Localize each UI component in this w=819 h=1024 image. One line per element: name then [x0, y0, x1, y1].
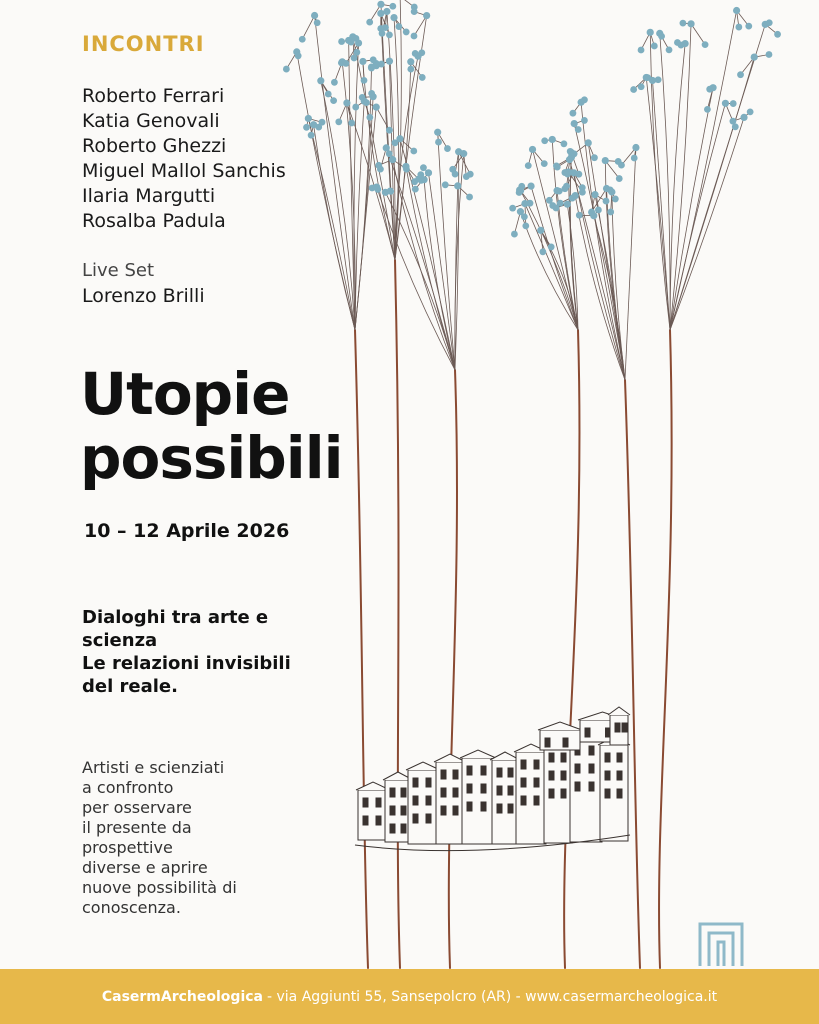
house-window [401, 806, 406, 815]
blossom-dot [444, 145, 451, 152]
blossom-dot [410, 148, 417, 155]
house-window [605, 771, 610, 780]
blossom-dot [607, 209, 614, 216]
blossom-dot [366, 114, 373, 121]
house-window [441, 770, 446, 779]
blossom-dot [603, 198, 610, 205]
house-window [617, 771, 622, 780]
blossom-dot [377, 166, 384, 173]
blossom-dot [541, 160, 548, 167]
blossom-dot [331, 79, 338, 86]
blossom-dot [651, 43, 658, 50]
house-window [481, 784, 486, 793]
description-line: Artisti e scienziati [82, 758, 225, 777]
blossom-dot [581, 117, 588, 124]
blossom-dot [366, 19, 373, 26]
description-line: conoscenza. [82, 898, 181, 917]
tree-branch [377, 187, 455, 370]
blossom-dot [564, 201, 571, 208]
blossom-dot [435, 139, 442, 146]
blossom-dot [737, 71, 744, 78]
blossom-dot [615, 158, 622, 165]
blossom-dot [704, 106, 711, 113]
house-window [467, 784, 472, 793]
blossom-dot [420, 164, 427, 171]
blossom-dot [658, 33, 665, 40]
house-window [508, 804, 513, 813]
blossom-dot [283, 66, 290, 73]
gate-logo-icon [696, 920, 746, 968]
house-window [426, 814, 431, 823]
tree-branch [653, 80, 670, 330]
house-window [545, 738, 550, 747]
blossom-dot [571, 150, 578, 157]
house-window [453, 770, 458, 779]
blossom-dot [570, 169, 577, 176]
tree-stem [395, 260, 400, 968]
blossom-dot [680, 20, 687, 27]
blossom-dot [386, 58, 393, 65]
blossom-dot [442, 181, 449, 188]
blossom-dot [369, 185, 376, 192]
blossom-dot [348, 120, 355, 127]
blossom-dot [631, 155, 638, 162]
description-line: diverse e aprire [82, 858, 208, 877]
blossom-dot [566, 156, 573, 163]
blossom-dot [521, 213, 528, 220]
blossom-dot [569, 195, 576, 202]
house-window [467, 802, 472, 811]
blossom-dot [308, 132, 315, 139]
blossom-dot [370, 56, 377, 63]
blossom-dot [403, 29, 410, 36]
blossom-dot [732, 123, 739, 130]
house-window [390, 806, 395, 815]
blossom-dot [454, 182, 461, 189]
tree-stem [625, 380, 640, 968]
blossom-dot [335, 118, 342, 125]
blossom-dot [317, 77, 324, 84]
blossom-dot [351, 55, 358, 62]
village-house [436, 762, 464, 844]
house-window [441, 806, 446, 815]
tagline-line: Dialoghi tra arte e [82, 607, 269, 628]
house-window [561, 753, 566, 762]
blossom-dot [449, 166, 456, 173]
blossom-dot [570, 110, 577, 117]
blossom-dot [295, 52, 302, 59]
blossom-dot [423, 12, 430, 19]
blossom-dot [377, 10, 384, 17]
blossom-dot [774, 31, 781, 38]
tree-branch [308, 118, 355, 330]
blossom-dot [595, 207, 602, 214]
tree-blossom-dots [283, 0, 781, 255]
blossom-dot [581, 96, 588, 103]
house-roof [538, 722, 582, 730]
blossom-dot [353, 49, 360, 56]
blossom-dot [343, 99, 350, 106]
blossom-dot [730, 100, 737, 107]
tree-stem [355, 330, 368, 968]
blossom-dot [562, 185, 569, 192]
blossom-dot [319, 119, 326, 126]
blossom-dot [549, 136, 556, 143]
blossom-dot [395, 23, 402, 30]
blossom-dot [722, 100, 729, 107]
liveset-label: Live Set [82, 260, 155, 281]
house-window [390, 824, 395, 833]
blossom-dot [541, 137, 548, 144]
blossom-dot [338, 59, 345, 66]
blossom-dot [557, 200, 564, 207]
speaker-name: Miguel Mallol Sanchis [82, 160, 286, 182]
blossom-dot [377, 1, 384, 8]
blossom-dot [638, 47, 645, 54]
house-window [441, 788, 446, 797]
blossom-dot [674, 39, 681, 46]
house-window [467, 766, 472, 775]
tree-twig [691, 24, 705, 45]
tree-branches [286, 0, 777, 380]
blossom-dot [386, 31, 393, 38]
blossom-dot [299, 36, 306, 43]
blossom-dot [412, 50, 419, 57]
blossom-dot [527, 183, 534, 190]
blossom-dot [463, 173, 470, 180]
house-window [589, 782, 594, 791]
house-window [622, 723, 627, 732]
blossom-dot [561, 140, 568, 147]
blossom-dot [418, 49, 425, 56]
blossom-dot [638, 83, 645, 90]
house-window [605, 789, 610, 798]
blossom-dot [561, 169, 568, 176]
blossom-dot [630, 86, 637, 93]
event-dates: 10 – 12 Aprile 2026 [84, 520, 290, 542]
blossom-dot [702, 41, 709, 48]
house-window [563, 738, 568, 747]
blossom-dot [425, 169, 432, 176]
blossom-dot [359, 58, 366, 65]
tree-twig [302, 16, 314, 40]
tree-branch [575, 196, 625, 380]
blossom-dot [591, 154, 598, 161]
description-line: prospettive [82, 838, 173, 857]
blossom-dot [390, 14, 397, 21]
blossom-dot [522, 222, 529, 229]
blossom-dot [607, 187, 614, 194]
blossom-dot [576, 212, 583, 219]
blossom-dot [733, 7, 740, 14]
house-window [561, 789, 566, 798]
blossom-dot [616, 175, 623, 182]
house-window [376, 816, 381, 825]
liveset-name: Lorenzo Brilli [82, 285, 205, 307]
blossom-dot [402, 163, 409, 170]
blossom-dot [419, 74, 426, 81]
speaker-name: Rosalba Padula [82, 210, 226, 232]
blossom-dot [338, 38, 345, 45]
house-window [401, 788, 406, 797]
tagline-line: Le relazioni invisibili [82, 653, 291, 674]
blossom-dot [412, 186, 419, 193]
blossom-dot [509, 205, 516, 212]
blossom-dot [647, 29, 654, 36]
tree-branch [625, 148, 636, 380]
blossom-dot [434, 129, 441, 136]
event-tagline [82, 606, 342, 698]
blossom-dot [745, 23, 752, 30]
house-window [534, 778, 539, 787]
house-window [497, 786, 502, 795]
blossom-dot [352, 104, 359, 111]
blossom-dot [571, 120, 578, 127]
house-window [508, 768, 513, 777]
blossom-dot [460, 150, 467, 157]
blossom-dot [766, 19, 773, 26]
blossom-dot [585, 139, 592, 146]
description-line: il presente da [82, 818, 192, 837]
blossom-dot [411, 33, 418, 40]
village-house [544, 745, 572, 843]
blossom-dot [521, 200, 528, 207]
blossom-dot [590, 212, 597, 219]
speaker-name: Ilaria Margutti [82, 185, 216, 207]
house-window [617, 789, 622, 798]
house-window [617, 753, 622, 762]
blossom-dot [539, 248, 546, 255]
house-window [363, 798, 368, 807]
blossom-dot [373, 104, 380, 111]
village-illustration [355, 707, 630, 851]
blossom-dot [374, 186, 381, 193]
tree-stems [355, 260, 672, 968]
description-line: a confronto [82, 778, 174, 797]
blossom-dot [330, 97, 337, 104]
event-description [82, 758, 302, 918]
tagline-line: del reale. [82, 676, 178, 697]
tree-branch [355, 101, 364, 330]
house-window [549, 771, 554, 780]
house-window [508, 786, 513, 795]
blossom-dot [516, 189, 523, 196]
house-window [549, 789, 554, 798]
tree-stem [449, 370, 457, 968]
house-window [534, 796, 539, 805]
tree-branch [670, 117, 744, 330]
house-window [521, 760, 526, 769]
blossom-dot [386, 127, 393, 134]
blossom-dot [554, 164, 561, 171]
blossom-dot [602, 157, 609, 164]
house-window [453, 788, 458, 797]
tree-branch [520, 212, 578, 330]
house-window [497, 768, 502, 777]
blossom-dot [666, 46, 673, 53]
blossom-dot [643, 74, 650, 81]
house-window [605, 753, 610, 762]
blossom-dot [407, 66, 414, 73]
blossom-dot [632, 144, 639, 151]
blossom-dot [706, 86, 713, 93]
house-window [521, 796, 526, 805]
house-window [376, 798, 381, 807]
house-window [453, 806, 458, 815]
blossom-dot [305, 115, 312, 122]
house-roof [460, 750, 496, 758]
blossom-dot [575, 126, 582, 133]
house-window [521, 778, 526, 787]
house-window [534, 760, 539, 769]
blossom-dot [466, 194, 473, 201]
house-window [615, 723, 620, 732]
blossom-dot [529, 146, 536, 153]
footer-venue: CasermArcheologica [101, 988, 263, 1005]
house-window [575, 764, 580, 773]
house-window [481, 766, 486, 775]
house-window [575, 782, 580, 791]
blossom-dot [612, 196, 619, 203]
tree-stem [564, 330, 579, 968]
house-window [589, 764, 594, 773]
event-title [80, 362, 342, 490]
blossom-dot [303, 124, 310, 131]
house-window [589, 746, 594, 755]
tree-branch [355, 97, 373, 330]
footer-bar [0, 969, 819, 1024]
blossom-dot [368, 90, 375, 97]
blossom-dot [387, 188, 394, 195]
house-window [413, 814, 418, 823]
footer-address: - via Aggiunti 55, Sansepolcro (AR) - www.casermarcheologica.it [267, 988, 718, 1005]
event-title-line: possibili [80, 424, 343, 492]
village-house [492, 760, 518, 844]
blossom-dot [548, 244, 555, 251]
speaker-list [82, 84, 286, 234]
house-window [390, 788, 395, 797]
blossom-dot [525, 162, 532, 169]
section-title: INCONTRI [82, 32, 205, 56]
tree-stem [659, 330, 672, 968]
blossom-dot [325, 91, 332, 98]
house-window [585, 728, 590, 737]
village-house [385, 780, 411, 842]
blossom-dot [377, 25, 384, 32]
blossom-dot [579, 184, 586, 191]
blossom-dot [411, 4, 418, 11]
blossom-dot [378, 61, 385, 68]
house-window [549, 753, 554, 762]
blossom-dot [655, 76, 662, 83]
blossom-dot [361, 98, 368, 105]
house-window [413, 778, 418, 787]
house-window [561, 771, 566, 780]
blossom-dot [687, 20, 694, 27]
speaker-name: Katia Genovali [82, 110, 220, 132]
house-window [401, 824, 406, 833]
blossom-dot [386, 150, 393, 157]
description-line: per osservare [82, 798, 192, 817]
blossom-dot [389, 3, 396, 10]
tree-branch [670, 103, 725, 330]
speaker-name: Roberto Ghezzi [82, 135, 227, 157]
house-roof [406, 762, 440, 770]
tree-branch [670, 24, 765, 330]
house-window [481, 802, 486, 811]
blossom-dot [392, 139, 399, 146]
blossom-dot [747, 108, 754, 115]
house-window [426, 778, 431, 787]
house-window [497, 804, 502, 813]
blossom-dot [361, 77, 368, 84]
event-title-line: Utopie [80, 360, 290, 428]
tagline-line: scienza [82, 630, 158, 651]
house-window [426, 796, 431, 805]
blossom-dot [766, 51, 773, 58]
tree-branch [670, 88, 713, 330]
blossom-dot [740, 114, 747, 121]
blossom-dot [407, 58, 414, 65]
blossom-dot [311, 12, 318, 19]
house-window [413, 796, 418, 805]
blossom-dot [591, 191, 598, 198]
house-window [363, 816, 368, 825]
speaker-name: Roberto Ferrari [82, 85, 225, 107]
blossom-dot [411, 178, 418, 185]
description-line: nuove possibilità di [82, 878, 237, 897]
blossom-dot [314, 19, 321, 26]
house-roof [608, 707, 630, 715]
blossom-dot [348, 39, 355, 46]
blossom-dot [537, 227, 544, 234]
village-house [600, 745, 628, 841]
blossom-dot [735, 24, 742, 31]
blossom-dot [751, 53, 758, 60]
blossom-dot [389, 156, 396, 163]
blossom-dot [511, 231, 518, 238]
